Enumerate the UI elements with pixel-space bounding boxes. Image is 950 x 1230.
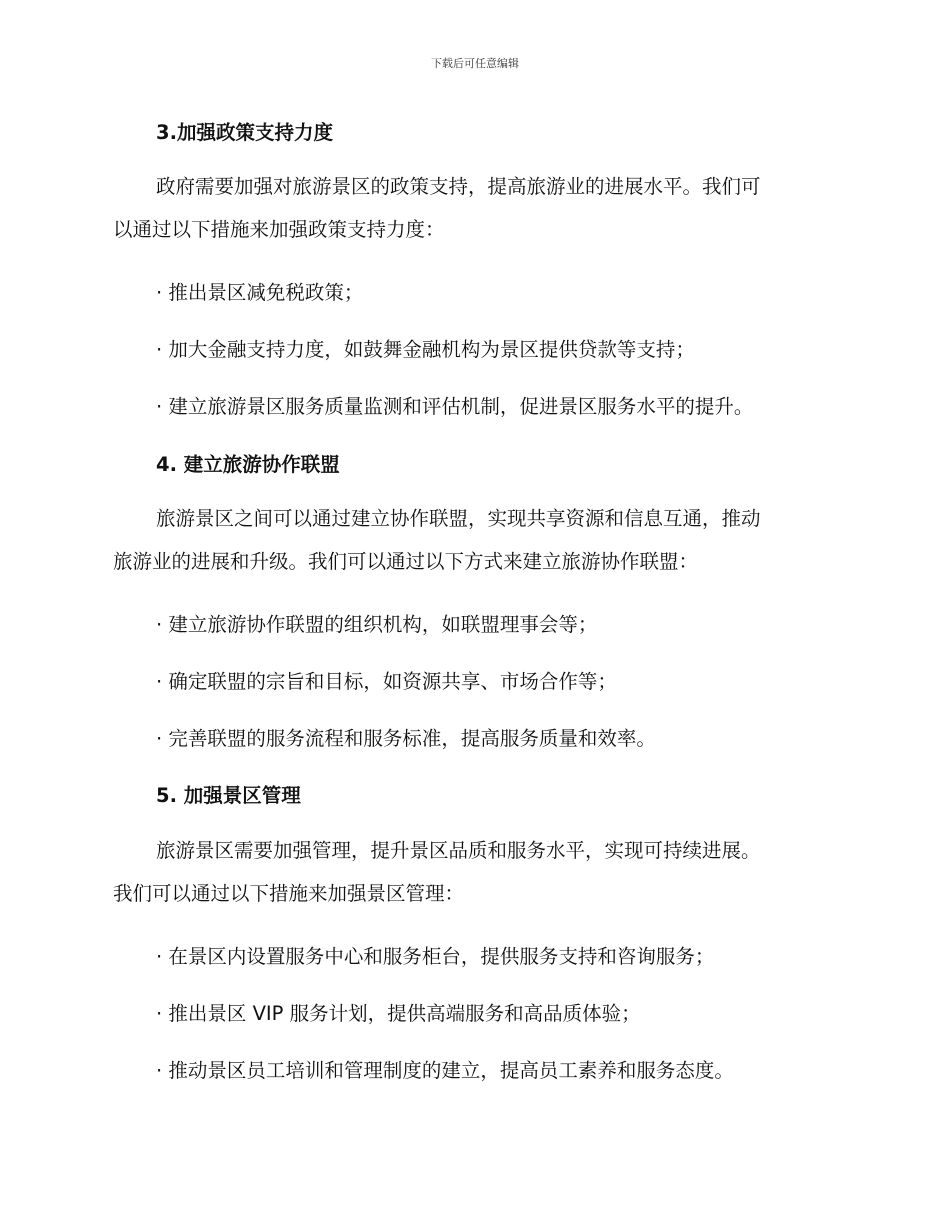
section-paragraph-3 [113, 165, 833, 251]
paragraph-line: 以通过以下措施来加强政策支持力度： [113, 218, 445, 241]
bullet-item: · 加大金融支持力度，如鼓舞金融机构为景区提供贷款等支持； [156, 338, 695, 361]
bullet-item: · 推出景区 VIP 服务计划，提供高端服务和高品质体验； [156, 1002, 641, 1025]
section-paragraph-4 [113, 497, 833, 583]
bullet-item: · 完善联盟的服务流程和服务标准，提高服务质量和效率。 [156, 727, 656, 750]
section-paragraph-5 [113, 829, 833, 915]
bullet-item: · 建立旅游景区服务质量监测和评估机制，促进景区服务水平的提升。 [156, 395, 754, 418]
bullet-item: · 建立旅游协作联盟的组织机构，如联盟理事会等； [156, 613, 598, 636]
bullet-item: · 推动景区员工培训和管理制度的建立，提高员工素养和服务态度。 [156, 1059, 734, 1082]
paragraph-line: 政府需要加强对旅游景区的政策支持，提高旅游业的进展水平。我们可 [156, 175, 761, 198]
paragraph-line: 旅游景区需要加强管理，提升景区品质和服务水平，实现可持续进展。 [156, 839, 761, 862]
page-header: 下载后可任意编辑 [431, 57, 519, 70]
paragraph-line: 我们可以通过以下措施来加强景区管理： [113, 882, 465, 905]
section-heading-5: 5. 加强景区管理 [156, 784, 301, 807]
section-heading-3: 3.加强政策支持力度 [156, 121, 333, 144]
bullet-item: · 推出景区减免税政策； [156, 281, 364, 304]
paragraph-line: 旅游业的进展和升级。我们可以通过以下方式来建立旅游协作联盟： [113, 550, 699, 573]
section-heading-4: 4. 建立旅游协作联盟 [156, 453, 340, 476]
paragraph-line: 旅游景区之间可以通过建立协作联盟，实现共享资源和信息互通，推动 [156, 507, 761, 530]
bullet-item: · 在景区内设置服务中心和服务柜台，提供服务支持和咨询服务； [156, 945, 715, 968]
bullet-item: · 确定联盟的宗旨和目标，如资源共享、市场合作等； [156, 670, 617, 693]
